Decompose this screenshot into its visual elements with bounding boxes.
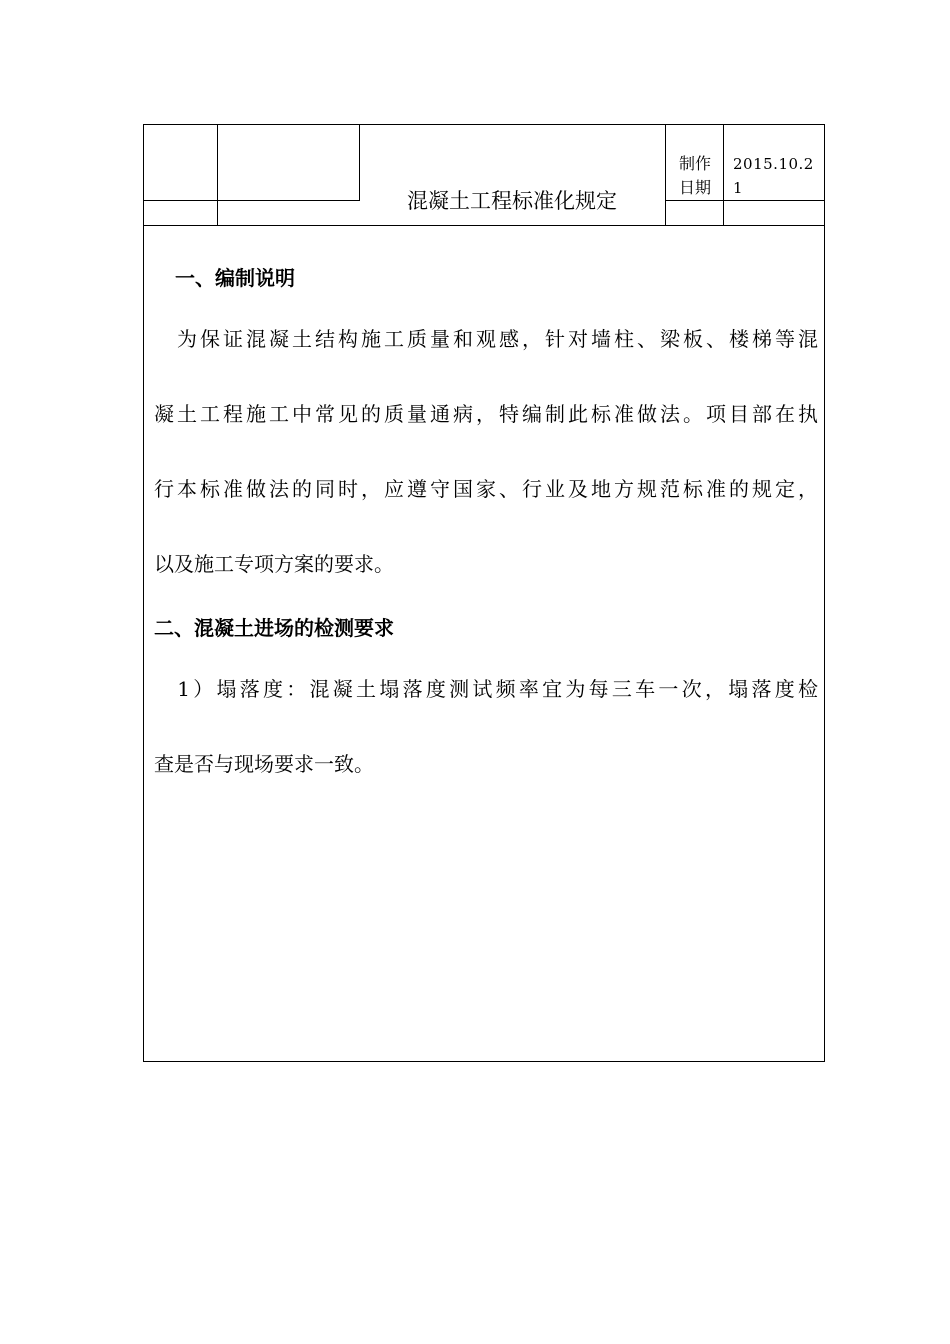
paragraph-line: 以及施工专项方案的要求。 — [154, 552, 394, 576]
section-paragraph — [154, 302, 818, 602]
section-heading: 一、编制说明 — [175, 266, 295, 290]
paragraph-line: 1）塌落度：混凝土塌落度测试频率宜为每三车一次，塌落度检 — [154, 677, 818, 701]
header-divider-h-left — [143, 200, 360, 201]
paragraph-line: 凝土工程施工中常见的质量通病，特编制此标准做法。项目部在执 — [154, 402, 818, 426]
date-value: 2015.10.21 — [733, 155, 814, 197]
section-paragraph — [154, 652, 818, 802]
header-divider-v4 — [723, 124, 724, 226]
paragraph-line: 行本标准做法的同时，应遵守国家、行业及地方规范标准的规定， — [154, 477, 818, 501]
date-label-line1: 制作 — [678, 154, 711, 173]
header-divider-v3 — [665, 124, 666, 226]
header-bottom-border — [143, 225, 825, 226]
section-heading: 二、混凝土进场的检测要求 — [154, 616, 394, 640]
date-label-line2: 日期 — [678, 178, 711, 197]
date-label — [667, 152, 723, 200]
header-divider-h-right — [665, 200, 825, 201]
paragraph-line: 查是否与现场要求一致。 — [154, 752, 374, 776]
header-divider-v1 — [217, 124, 218, 226]
document-title: 混凝土工程标准化规定 — [407, 189, 617, 213]
paragraph-line: 为保证混凝土结构施工质量和观感，针对墙柱、梁板、楼梯等混 — [154, 327, 818, 351]
